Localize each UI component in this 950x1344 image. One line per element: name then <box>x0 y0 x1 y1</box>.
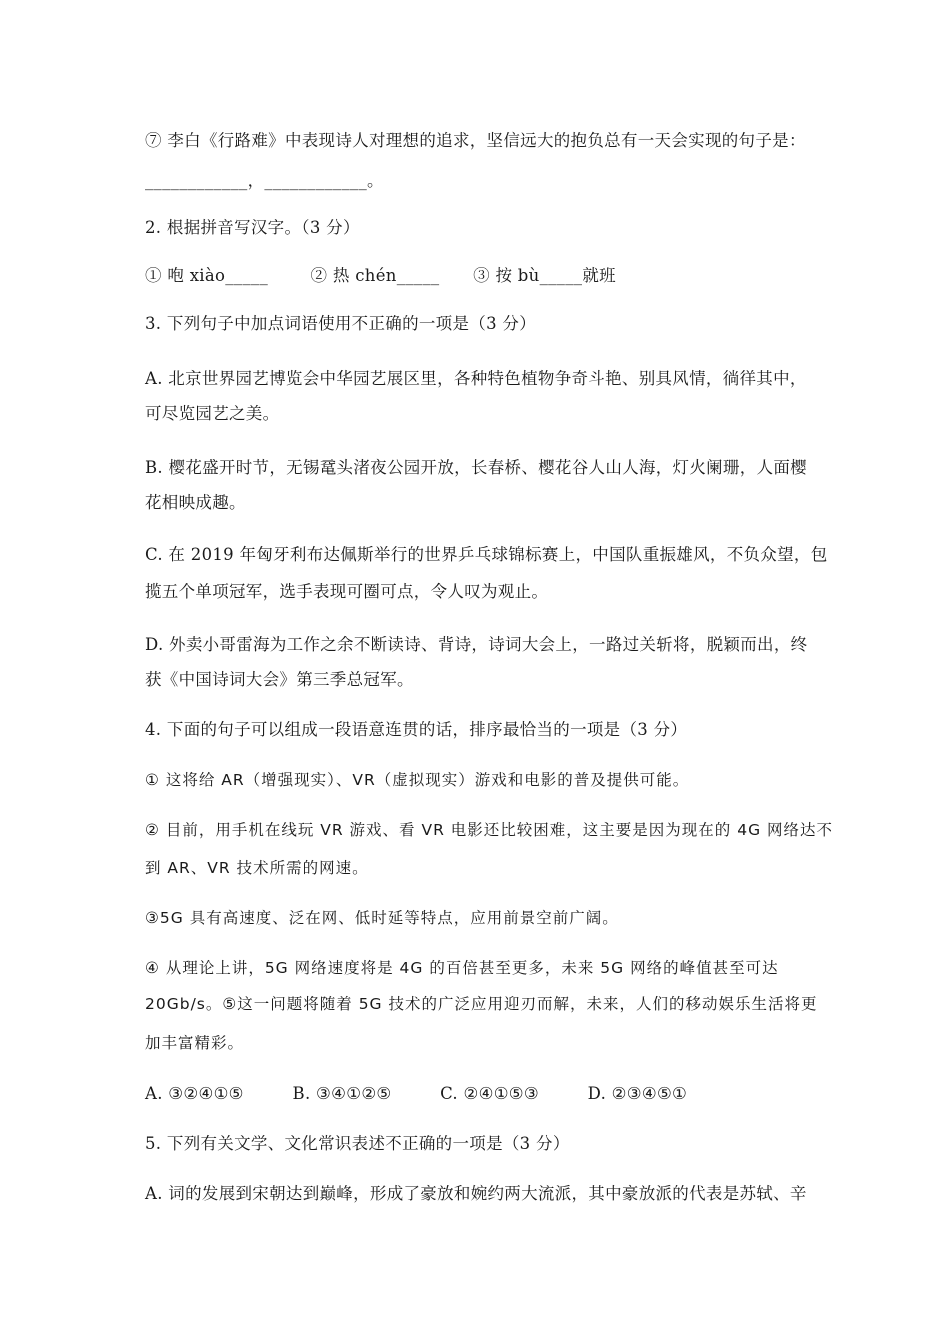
q4-sentence-1: ① 这将给 AR（增强现实）、VR（虚拟现实）游戏和电影的普及提供可能。 <box>145 771 690 789</box>
q2-item-2: ② 热 chén_____ <box>310 266 440 285</box>
q5-stem: 5. 下列有关文学、文化常识表述不正确的一项是（3 分） <box>145 1134 570 1153</box>
q4-option-a: A. ③②④①⑤ <box>145 1084 244 1103</box>
q4-sentence-2-line1: ② 目前，用手机在线玩 VR 游戏、看 VR 电影还比较困难，这主要是因为现在的 4G 网络达不 <box>145 821 834 839</box>
q4-sentence-4-line2: 20Gb/s。⑤这一问题将随着 5G 技术的广泛应用迎刃而解，未来，人们的移动娱乐生活将更 <box>145 995 818 1013</box>
q1-item7-blanks: ____________，____________。 <box>145 171 384 190</box>
q3-option-c-line2: 揽五个单项冠军，选手表现可圈可点，令人叹为观止。 <box>145 582 549 601</box>
q1-item7-text: ⑦ 李白《行路难》中表现诗人对理想的追求，坚信远大的抱负总有一天会实现的句子是： <box>145 131 806 150</box>
q4-options <box>145 1083 820 1105</box>
q3-option-b-line2: 花相映成趣。 <box>145 493 246 512</box>
q2-item-3: ③ 按 bù_____就班 <box>473 266 616 285</box>
q4-sentence-4-line3: 加丰富精彩。 <box>145 1034 245 1052</box>
q3-option-c-line1: C. 在 2019 年匈牙利布达佩斯举行的世界乒乓球锦标赛上，中国队重振雄风，不负众望，包 <box>145 545 828 564</box>
q4-option-b: B. ③④①②⑤ <box>292 1084 392 1103</box>
q2-item-1: ① 咆 xiào_____ <box>145 266 268 285</box>
q4-stem: 4. 下面的句子可以组成一段语意连贯的话，排序最恰当的一项是（3 分） <box>145 720 688 739</box>
q4-option-d: D. ②③④⑤① <box>587 1084 688 1103</box>
q2-items <box>145 265 820 287</box>
q4-sentence-4-line1: ④ 从理论上讲，5G 网络速度将是 4G 的百倍甚至更多，未来 5G 网络的峰值甚至可达 <box>145 959 779 977</box>
q3-option-b-line1: B. 樱花盛开时节，无锡鼋头渚夜公园开放，长春桥、樱花谷人山人海，灯火阑珊，人面樱 <box>145 458 807 477</box>
q3-option-d-line2: 获《中国诗词大会》第三季总冠军。 <box>145 670 414 689</box>
q5-option-a-line1: A. 词的发展到宋朝达到巅峰，形成了豪放和婉约两大流派，其中豪放派的代表是苏轼、辛 <box>145 1184 807 1203</box>
q3-option-a-line2: 可尽览园艺之美。 <box>145 404 280 423</box>
q4-sentence-3: ③5G 具有高速度、泛在网、低时延等特点，应用前景空前广阔。 <box>145 909 619 927</box>
q3-option-d-line1: D. 外卖小哥雷海为工作之余不断读诗、背诗，诗词大会上，一路过关斩将，脱颖而出，终 <box>145 635 808 654</box>
q3-stem: 3. 下列句子中加点词语使用不正确的一项是（3 分） <box>145 314 537 333</box>
q2-stem: 2. 根据拼音写汉字。（3 分） <box>145 218 360 237</box>
q3-option-a-line1: A. 北京世界园艺博览会中华园艺展区里，各种特色植物争奇斗艳、别具风情，徜徉其中， <box>145 369 807 388</box>
q4-sentence-2-line2: 到 AR、VR 技术所需的网速。 <box>145 859 369 877</box>
q4-option-c: C. ②④①⑤③ <box>440 1084 539 1103</box>
